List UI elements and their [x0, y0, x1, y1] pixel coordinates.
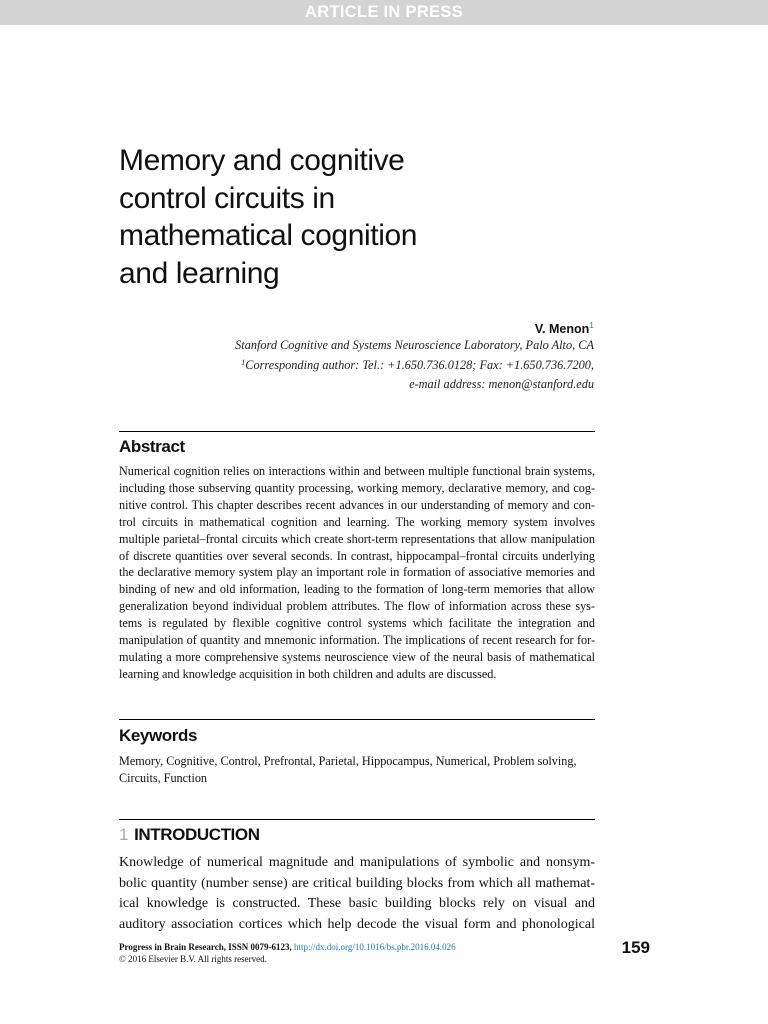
keywords-line: Circuits, Function [119, 770, 208, 785]
abstract-line: multiple parietal–frontal circuits which create short-term representations that allow manipulation [119, 531, 595, 546]
abstract-line: binding of new and old information, leading to the formation of long-term memories that allow [119, 582, 595, 597]
copyright-notice: © 2016 Elsevier B.V. All rights reserved. [119, 953, 267, 964]
introduction-text [119, 853, 595, 935]
title-line: control circuits in [119, 181, 335, 215]
author-footnote-marker[interactable]: 1 [589, 320, 594, 330]
keywords-line: Memory, Cognitive, Control, Prefrontal, Parietal, Hippocampus, Numerical, Problem solving, [119, 754, 577, 768]
journal-citation [119, 942, 539, 954]
corresponding-text: Corresponding author: Tel.: +1.650.736.0128; Fax: +1.650.736.7200, [245, 358, 594, 373]
affiliation-lab: Stanford Cognitive and Systems Neuroscience Laboratory, Palo Alto, CA [235, 338, 594, 352]
section-number: 1 [119, 825, 129, 844]
article-in-press-banner: ARTICLE IN PRESS [0, 0, 768, 25]
abstract-heading: Abstract [119, 437, 185, 456]
introduction-line: bolic quantity (number sense) are critical building blocks from which all mathemat- [119, 875, 595, 891]
abstract-line: of discrete quantities over several seconds. In contrast, hippocampal–frontal circuits underlying [119, 548, 595, 563]
keywords-text [119, 753, 595, 787]
corresponding-marker: 1 [241, 358, 246, 368]
abstract-line: trol circuits in mathematical cognition and learning. The working memory system involves [119, 514, 595, 529]
abstract-line: mulating a more comprehensive systems neuroscience view of the neural basis of mathematical [119, 649, 595, 664]
journal-info: Progress in Brain Research, ISSN 0079-6123, [119, 942, 292, 952]
title-line: and learning [119, 256, 280, 290]
abstract-divider [119, 431, 595, 432]
abstract-line: learning and knowledge acquisition in both children and adults are discussed. [119, 666, 497, 681]
introduction-heading [119, 825, 260, 845]
introduction-line: auditory association cortices which help decode the visual form and phonological [119, 916, 595, 932]
keywords-divider [119, 719, 595, 720]
title-line: mathematical cognition [119, 219, 418, 252]
page-number: 159 [621, 938, 650, 957]
email-address: e-mail address: menon@stanford.edu [409, 376, 594, 391]
introduction-line: Knowledge of numerical magnitude and manipulations of symbolic and nonsym- [119, 855, 595, 870]
abstract-line: generalization beyond individual problem attributes. The flow of information across these sys- [119, 599, 595, 614]
doi-link[interactable]: http://dx.doi.org/10.1016/bs.pbr.2016.04.026 [294, 942, 456, 952]
keywords-heading: Keywords [119, 726, 198, 745]
abstract-line: including those subserving quantity processing, working memory, declarative memory, and cog- [119, 480, 595, 495]
author-line [360, 316, 594, 338]
abstract-line: Numerical cognition relies on interactions within and between multiple functional brain systems, [119, 464, 595, 478]
introduction-line: ical knowledge is constructed. These basic building blocks rely on visual and [119, 896, 595, 911]
abstract-text [119, 463, 595, 683]
title-line: Memory and cognitive [119, 144, 405, 177]
article-title [119, 142, 539, 292]
corresponding-author [200, 354, 594, 374]
section-title: INTRODUCTION [134, 825, 260, 844]
introduction-divider [119, 819, 595, 820]
abstract-line: manipulation of quantity and mnemonic information. The implications of recent research for for- [119, 633, 595, 648]
page-footer [119, 942, 539, 965]
affiliation-block [200, 336, 594, 393]
abstract-line: tems is regulated by flexible cognitive control systems which facilitate the integration and [119, 616, 595, 631]
abstract-line: the declarative memory system play an important role in formation of associative memories and [119, 565, 595, 580]
abstract-line: nitive control. This chapter describes recent advances in our understanding of memory and con- [119, 497, 595, 512]
author-name: V. Menon [534, 322, 590, 336]
